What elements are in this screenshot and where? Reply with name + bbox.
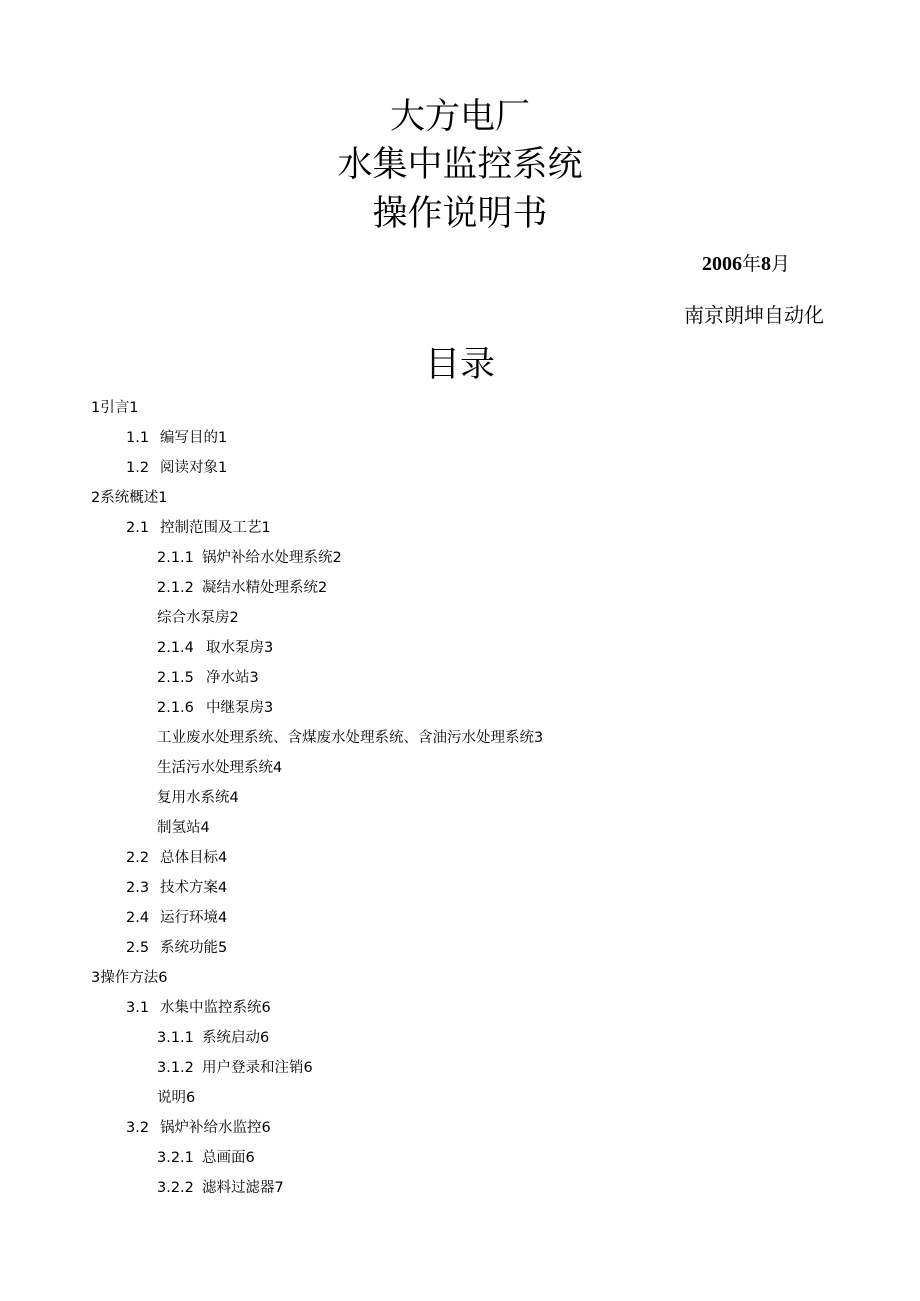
toc-entry[interactable] <box>0 813 920 843</box>
toc-entry[interactable] <box>0 843 920 873</box>
toc-entry[interactable] <box>0 603 920 633</box>
toc-entry[interactable] <box>0 783 920 813</box>
toc-entry-number: 2.3 <box>126 880 150 896</box>
toc-entry-text: 制氢站4 <box>157 820 210 836</box>
toc-entry[interactable] <box>0 873 920 903</box>
table-of-contents <box>0 393 920 1203</box>
toc-entry-number: 2.1 <box>126 520 150 536</box>
toc-entry-number: 3.1.1 <box>157 1030 194 1046</box>
date-month-char: 月 <box>770 253 790 275</box>
toc-heading: 目录 <box>424 345 495 385</box>
toc-entry-number: 2.5 <box>126 940 150 956</box>
toc-entry[interactable] <box>0 753 920 783</box>
toc-entry[interactable] <box>0 903 920 933</box>
toc-entry[interactable] <box>0 993 920 1023</box>
toc-entry[interactable] <box>0 663 920 693</box>
date-year-char: 年 <box>741 253 761 275</box>
date-month: 8 <box>760 253 771 275</box>
toc-entry-number: 3.2.1 <box>157 1150 194 1166</box>
toc-entry-text: 控制范围及工艺1 <box>160 520 271 536</box>
toc-entry-text: 1引言1 <box>91 400 139 416</box>
toc-entry[interactable] <box>0 963 920 993</box>
toc-entry-text: 水集中监控系统6 <box>160 1000 271 1016</box>
toc-entry-text: 综合水泵房2 <box>157 610 239 626</box>
toc-entry-text: 总体目标4 <box>160 850 228 866</box>
toc-entry-text: 净水站3 <box>206 670 259 686</box>
toc-entry[interactable] <box>0 723 920 753</box>
toc-entry-text: 取水泵房3 <box>206 640 274 656</box>
toc-entry[interactable] <box>0 513 920 543</box>
toc-entry-number: 2.1.4 <box>157 640 194 656</box>
toc-entry-number: 2.1.5 <box>157 670 194 686</box>
toc-entry-text: 锅炉补给水监控6 <box>160 1120 271 1136</box>
toc-entry[interactable] <box>0 1173 920 1203</box>
toc-entry-text: 生活污水处理系统4 <box>157 760 283 776</box>
toc-entry-text: 阅读对象1 <box>160 460 228 476</box>
toc-entry-text: 滤料过滤器7 <box>202 1180 284 1196</box>
toc-entry-text: 中继泵房3 <box>206 700 274 716</box>
toc-entry[interactable] <box>0 453 920 483</box>
toc-entry[interactable] <box>0 483 920 513</box>
toc-entry[interactable] <box>0 933 920 963</box>
toc-entry-text: 系统启动6 <box>202 1030 270 1046</box>
toc-entry-text: 技术方案4 <box>160 880 228 896</box>
toc-entry-number: 3.2 <box>126 1120 150 1136</box>
toc-entry-number: 1.2 <box>126 460 150 476</box>
toc-entry-number: 3.1.2 <box>157 1060 194 1076</box>
toc-entry[interactable] <box>0 1113 920 1143</box>
toc-entry[interactable] <box>0 1053 920 1083</box>
toc-entry-text: 复用水系统4 <box>157 790 239 806</box>
toc-entry-number: 2.2 <box>126 850 150 866</box>
toc-entry[interactable] <box>0 1023 920 1053</box>
toc-entry-text: 说明6 <box>157 1090 196 1106</box>
toc-entry-number: 3.1 <box>126 1000 150 1016</box>
toc-entry[interactable] <box>0 393 920 423</box>
toc-entry[interactable] <box>0 1083 920 1113</box>
toc-entry-number: 3.2.2 <box>157 1180 194 1196</box>
company-name: 南京朗坤自动化 <box>684 303 824 327</box>
toc-entry[interactable] <box>0 543 920 573</box>
toc-entry[interactable] <box>0 1143 920 1173</box>
toc-entry-text: 3操作方法6 <box>91 970 168 986</box>
toc-entry[interactable] <box>0 423 920 453</box>
toc-entry-number: 2.1.2 <box>157 580 194 596</box>
toc-entry-text: 运行环境4 <box>160 910 228 926</box>
title-line-1: 大方电厂 <box>389 97 530 137</box>
toc-entry[interactable] <box>0 633 920 663</box>
date-year: 2006 <box>701 253 742 275</box>
toc-entry-text: 锅炉补给水处理系统2 <box>202 550 342 566</box>
toc-entry-number: 2.4 <box>126 910 150 926</box>
toc-entry-text: 工业废水处理系统、含煤废水处理系统、含油污水处理系统3 <box>157 730 544 746</box>
title-line-3: 操作说明书 <box>372 194 548 234</box>
toc-entry-number: 1.1 <box>126 430 150 446</box>
document-date <box>702 251 790 277</box>
toc-entry-text: 编写目的1 <box>160 430 228 446</box>
toc-entry-text: 用户登录和注销6 <box>202 1060 313 1076</box>
toc-entry[interactable] <box>0 693 920 723</box>
toc-entry[interactable] <box>0 573 920 603</box>
toc-entry-text: 2系统概述1 <box>91 490 168 506</box>
toc-entry-text: 系统功能5 <box>160 940 228 956</box>
toc-entry-number: 2.1.6 <box>157 700 194 716</box>
toc-entry-number: 2.1.1 <box>157 550 194 566</box>
toc-entry-text: 凝结水精处理系统2 <box>202 580 328 596</box>
title-line-2: 水集中监控系统 <box>337 145 583 185</box>
toc-entry-text: 总画面6 <box>202 1150 255 1166</box>
